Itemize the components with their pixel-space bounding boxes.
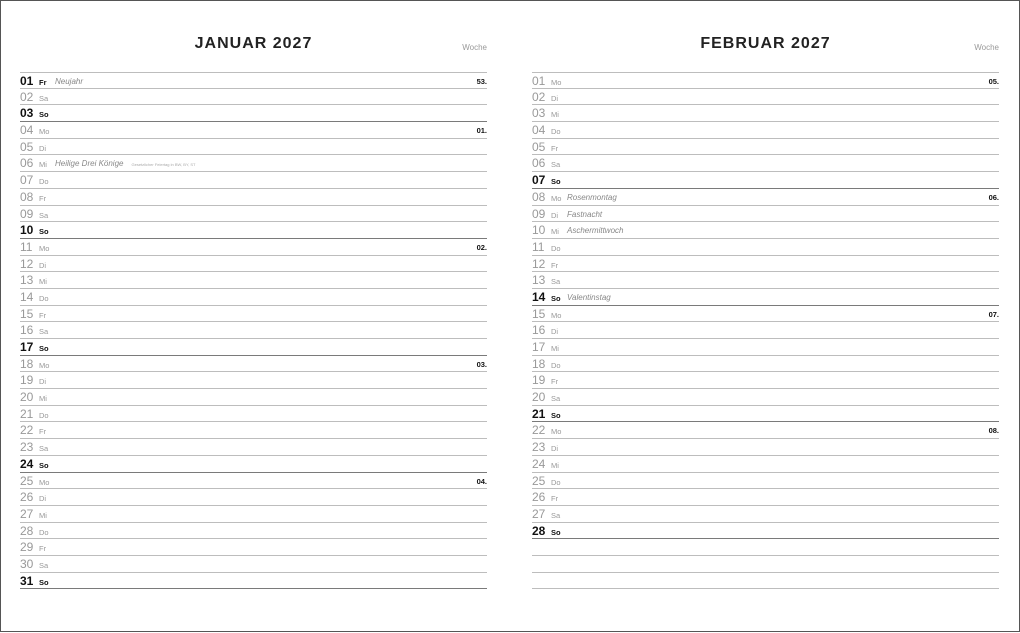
weekday-label: So — [39, 110, 49, 120]
day-number: 25 — [532, 473, 546, 488]
weekday-label: Mo — [551, 193, 562, 203]
day-row[interactable] — [20, 506, 487, 523]
day-number: 20 — [532, 390, 546, 405]
day-row[interactable] — [532, 206, 999, 223]
day-number: 04 — [20, 123, 34, 138]
day-row[interactable] — [532, 89, 999, 106]
day-number: 02 — [532, 89, 546, 104]
weekday-label: Mi — [39, 394, 47, 404]
day-row[interactable] — [20, 122, 487, 139]
day-row[interactable] — [532, 489, 999, 506]
weekday-label: Mi — [551, 110, 559, 120]
weekday-label: So — [39, 577, 49, 587]
day-row[interactable] — [532, 222, 999, 239]
weekday-label: Fr — [39, 193, 47, 203]
day-row[interactable] — [532, 539, 999, 556]
weekday-label: Mi — [39, 510, 47, 520]
day-row[interactable] — [20, 556, 487, 573]
month-february — [532, 1, 999, 633]
weekday-label: Do — [551, 360, 561, 370]
day-number: 15 — [532, 306, 546, 321]
day-row[interactable] — [532, 372, 999, 389]
day-number: 21 — [532, 406, 546, 421]
day-row[interactable] — [20, 372, 487, 389]
holiday-note — [55, 159, 195, 170]
day-number: 19 — [20, 373, 34, 388]
weekday-label: Mi — [39, 160, 47, 170]
day-row[interactable] — [532, 289, 999, 306]
day-row[interactable] — [532, 406, 999, 423]
day-number: 01 — [20, 74, 34, 88]
weekday-label: Sa — [551, 510, 561, 520]
day-row[interactable] — [532, 239, 999, 256]
week-number: 07. — [988, 309, 999, 319]
day-number: 21 — [20, 406, 34, 421]
day-row[interactable] — [20, 72, 487, 89]
weekday-label: Di — [39, 143, 47, 153]
weekday-label: Sa — [551, 160, 561, 170]
week-column-label: Woche — [462, 43, 487, 52]
weekday-label: Di — [39, 377, 47, 387]
day-number: 08 — [532, 189, 546, 204]
holiday-name: Neujahr — [55, 77, 84, 86]
day-row[interactable] — [20, 439, 487, 456]
day-row[interactable] — [20, 406, 487, 423]
week-number: 03. — [476, 359, 487, 369]
day-row[interactable] — [20, 473, 487, 490]
day-row[interactable] — [532, 456, 999, 473]
holiday-note — [567, 210, 602, 220]
holiday-note — [567, 226, 623, 236]
weekday-label: Mo — [39, 127, 50, 137]
day-number: 19 — [532, 373, 546, 388]
day-number: 13 — [532, 273, 546, 288]
day-number: 24 — [20, 456, 34, 471]
day-number: 31 — [20, 573, 34, 588]
holiday-note — [567, 293, 611, 303]
day-number: 01 — [532, 74, 546, 88]
weekday-label: Fr — [39, 427, 47, 437]
day-row[interactable] — [20, 222, 487, 239]
day-row[interactable] — [20, 322, 487, 339]
weekday-label: Fr — [39, 78, 47, 87]
day-number: 29 — [20, 540, 34, 555]
day-number: 04 — [532, 123, 546, 138]
day-row[interactable] — [532, 155, 999, 172]
weekday-label: Mo — [551, 310, 562, 320]
day-number: 17 — [532, 340, 546, 354]
day-number: 15 — [20, 306, 34, 321]
holiday-name: Rosenmontag — [567, 192, 617, 202]
day-number: 11 — [20, 239, 33, 254]
day-row[interactable] — [20, 422, 487, 439]
day-row[interactable] — [20, 256, 487, 273]
week-number: 05. — [988, 77, 999, 86]
day-row[interactable] — [20, 389, 487, 406]
month-title: JANUAR 2027 — [194, 35, 313, 52]
holiday-name: Valentinstag — [567, 292, 611, 302]
day-number: 05 — [532, 139, 546, 154]
day-number: 20 — [20, 390, 34, 405]
day-number: 23 — [532, 440, 546, 455]
weekday-label: Fr — [551, 143, 559, 153]
day-number: 26 — [532, 490, 546, 505]
day-row[interactable] — [20, 89, 487, 106]
month-january — [20, 1, 487, 633]
day-list — [532, 72, 999, 589]
day-number: 09 — [532, 206, 546, 221]
weekday-label: Di — [551, 444, 559, 454]
weekday-label: Do — [39, 177, 49, 187]
day-number: 05 — [20, 139, 34, 154]
day-number: 18 — [532, 356, 546, 371]
weekday-label: So — [551, 293, 561, 303]
weekday-label: Sa — [39, 93, 49, 103]
day-row[interactable] — [532, 172, 999, 189]
day-row[interactable] — [532, 523, 999, 540]
day-number: 28 — [532, 523, 546, 538]
day-number: 25 — [20, 473, 34, 488]
weekday-label: Sa — [39, 327, 49, 337]
week-number: 02. — [476, 242, 487, 252]
day-row[interactable] — [20, 206, 487, 223]
day-number: 07 — [532, 173, 546, 188]
day-number: 28 — [20, 523, 34, 538]
weekday-label: Sa — [551, 277, 561, 287]
week-number: 06. — [988, 192, 999, 202]
weekday-label: So — [551, 177, 561, 187]
day-row[interactable] — [532, 72, 999, 89]
weekday-label: Do — [39, 293, 49, 303]
day-number: 10 — [20, 223, 34, 238]
week-number: 53. — [476, 77, 487, 86]
day-row[interactable] — [532, 473, 999, 490]
day-row[interactable] — [20, 155, 487, 172]
weekday-label: Di — [39, 494, 47, 504]
weekday-label: So — [39, 460, 49, 470]
day-number: 24 — [532, 456, 546, 471]
day-number: 16 — [20, 323, 34, 338]
weekday-label: Do — [551, 243, 561, 253]
day-number: 14 — [532, 289, 546, 304]
month-title: FEBRUAR 2027 — [700, 35, 831, 52]
day-number: 08 — [20, 189, 34, 204]
day-row[interactable] — [20, 339, 487, 356]
day-number: 14 — [20, 289, 34, 304]
week-column-label: Woche — [974, 43, 999, 52]
day-row[interactable] — [20, 139, 487, 156]
weekday-label: Sa — [39, 560, 49, 570]
day-row[interactable] — [532, 306, 999, 323]
day-row[interactable] — [532, 573, 999, 590]
day-number: 22 — [20, 423, 34, 438]
weekday-label: Mi — [551, 227, 559, 237]
day-row[interactable] — [532, 189, 999, 206]
day-row[interactable] — [20, 189, 487, 206]
holiday-name: Fastnacht — [567, 209, 603, 219]
day-row[interactable] — [532, 439, 999, 456]
day-number: 17 — [20, 340, 34, 354]
weekday-label: Di — [551, 93, 559, 103]
day-number: 03 — [532, 106, 546, 121]
day-row[interactable] — [20, 356, 487, 373]
weekday-label: Do — [39, 527, 49, 537]
weekday-label: So — [39, 344, 49, 353]
weekday-label: Mo — [551, 78, 562, 87]
weekday-label: Sa — [39, 444, 49, 454]
day-row[interactable] — [532, 389, 999, 406]
weekday-label: Do — [39, 410, 49, 420]
holiday-subnote: Gesetzlicher Feiertag in BW, BY, ST — [131, 162, 196, 168]
day-number: 06 — [532, 156, 546, 171]
weekday-label: Mo — [39, 477, 50, 487]
weekday-label: Mo — [551, 427, 562, 437]
weekday-label: Di — [551, 327, 559, 337]
holiday-name: Aschermittwoch — [567, 226, 624, 236]
weekday-label: Sa — [551, 394, 561, 404]
day-list — [20, 72, 487, 589]
weekday-label: Di — [39, 260, 47, 270]
day-row[interactable] — [20, 239, 487, 256]
day-number: 06 — [20, 156, 34, 171]
weekday-label: So — [551, 527, 561, 537]
day-row[interactable] — [532, 139, 999, 156]
day-number: 12 — [20, 256, 34, 271]
day-number: 02 — [20, 89, 34, 104]
weekday-label: So — [39, 227, 49, 237]
weekday-label: Mi — [551, 460, 559, 470]
weekday-label: Mo — [39, 360, 50, 370]
holiday-note — [55, 77, 83, 87]
day-number: 30 — [20, 556, 34, 571]
weekday-label: Do — [551, 127, 561, 137]
day-row[interactable] — [532, 322, 999, 339]
day-number: 11 — [532, 239, 545, 254]
day-row[interactable] — [532, 556, 999, 573]
day-row[interactable] — [532, 356, 999, 373]
weekday-label: Fr — [39, 310, 47, 320]
week-number: 04. — [476, 476, 487, 486]
day-number: 22 — [532, 423, 546, 438]
day-row[interactable] — [532, 422, 999, 439]
weekday-label: Di — [551, 210, 559, 220]
day-row[interactable] — [20, 456, 487, 473]
day-number: 27 — [532, 506, 546, 521]
day-number: 18 — [20, 356, 34, 371]
day-number: 27 — [20, 506, 34, 521]
day-number: 09 — [20, 206, 34, 221]
day-row[interactable] — [20, 105, 487, 122]
day-row[interactable] — [532, 506, 999, 523]
weekday-label: Fr — [551, 377, 559, 387]
day-row[interactable] — [20, 539, 487, 556]
day-number: 07 — [20, 173, 34, 188]
day-row[interactable] — [20, 289, 487, 306]
weekday-label: Fr — [551, 260, 559, 270]
week-number: 01. — [476, 126, 487, 136]
day-number: 03 — [20, 106, 34, 121]
day-row[interactable] — [20, 272, 487, 289]
weekday-label: Fr — [39, 544, 47, 554]
day-row[interactable] — [532, 256, 999, 273]
day-row[interactable] — [532, 122, 999, 139]
weekday-label: Fr — [551, 494, 559, 504]
day-row[interactable] — [532, 339, 999, 356]
day-row[interactable] — [20, 306, 487, 323]
weekday-label: So — [551, 410, 561, 420]
weekday-label: Mi — [551, 344, 559, 353]
weekday-label: Mi — [39, 277, 47, 287]
day-number: 10 — [532, 223, 546, 238]
day-number: 16 — [532, 323, 546, 338]
weekday-label: Sa — [39, 210, 49, 220]
holiday-note — [567, 193, 617, 203]
day-number: 26 — [20, 490, 34, 505]
day-row[interactable] — [20, 489, 487, 506]
week-number: 08. — [988, 426, 999, 436]
day-row[interactable] — [20, 523, 487, 540]
holiday-name: Heilige Drei Könige — [55, 159, 124, 169]
day-row[interactable] — [20, 172, 487, 189]
day-row[interactable] — [20, 573, 487, 590]
weekday-label: Mo — [39, 243, 50, 253]
weekday-label: Do — [551, 477, 561, 487]
day-number: 23 — [20, 440, 34, 455]
day-number: 12 — [532, 256, 546, 271]
day-row[interactable] — [532, 105, 999, 122]
day-number: 13 — [20, 273, 34, 288]
day-row[interactable] — [532, 272, 999, 289]
